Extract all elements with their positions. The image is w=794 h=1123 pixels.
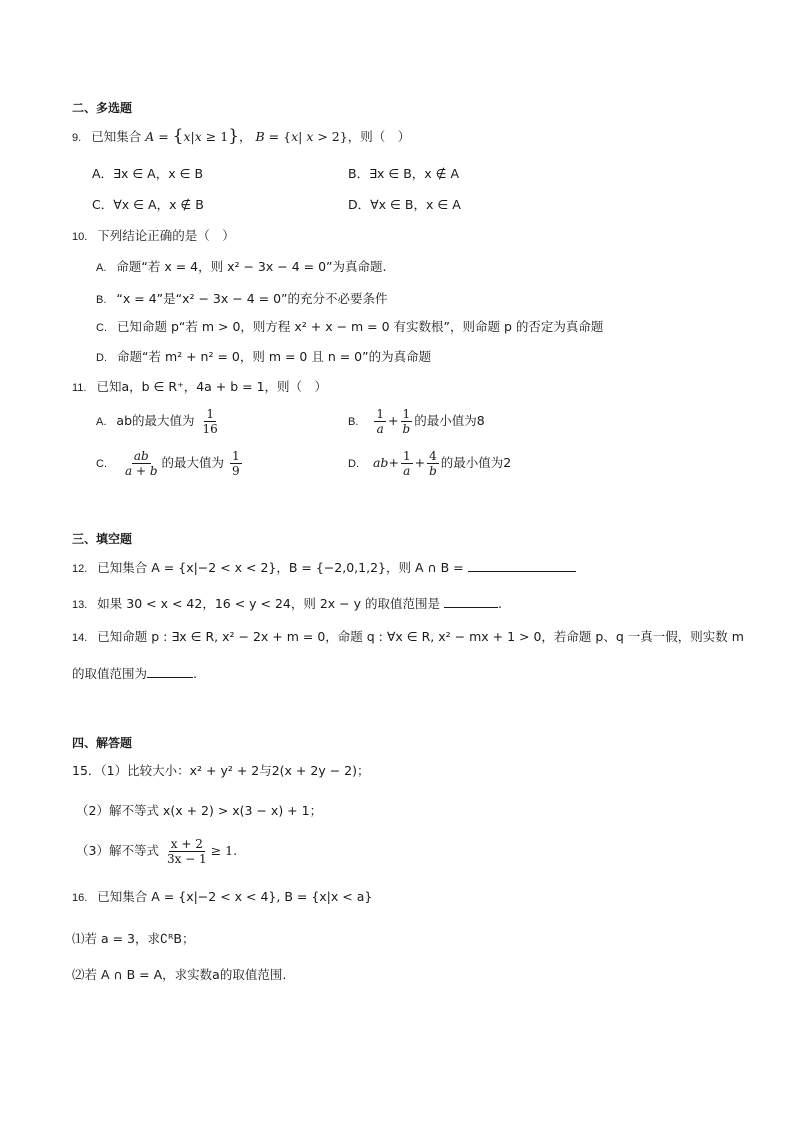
question-stem: 下列结论正确的是（ ） xyxy=(97,228,235,243)
question-9: 9. 已知集合 A = {x|x ≥ 1}， B = {x| x > 2}，则（ ） xyxy=(72,126,411,146)
question-16-part2: ⑵若 A ∩ B = A，求实数a的取值范围. xyxy=(72,967,287,982)
question-text: 已知集合 A = {x|−2 < x < 2}，B = {−2,0,1,2}，则 A ∩ B = xyxy=(97,560,464,575)
question-16-part1: ⑴若 a = 3，求∁ᴿB； xyxy=(72,931,195,946)
question-text: . xyxy=(193,666,197,681)
option-text: 已知命题 p“若 m > 0，则方程 x² + x − m = 0 有实数根”，则命题 p 的否定为真命题 xyxy=(117,319,604,334)
q9-option-d[interactable]: D．∀x ∈ B，x ∈ A xyxy=(348,197,461,212)
answer-blank[interactable] xyxy=(147,665,193,678)
question-text: ，则（ ） xyxy=(347,129,411,144)
q9-option-c[interactable]: C．∀x ∈ A，x ∉ B xyxy=(92,197,204,212)
option-text: ab的最大值为 xyxy=(116,413,195,428)
question-10 xyxy=(72,227,235,246)
question-15-part2: （2）解不等式 x(x + 2) > x(3 − x) + 1； xyxy=(76,803,323,818)
option-text: “x = 4”是“x² − 3x − 4 = 0”的充分不必要条件 xyxy=(116,291,388,306)
section-title-answer: 四、解答题 xyxy=(72,736,133,750)
q11-option-b[interactable]: B. $\frac{1}{a}$ + $\frac{1}{b}$ 的最小值为8 xyxy=(348,407,485,436)
option-text: 命题“若 m² + n² = 0，则 m = 0 且 n = 0”的为真命题 xyxy=(117,349,432,364)
q11-option-a[interactable]: A. ab的最大值为 $\frac{1}{16}$ xyxy=(96,407,218,436)
question-text: ， xyxy=(239,129,252,144)
answer-blank[interactable] xyxy=(468,559,576,572)
question-15-part1: 15．（1）比较大小：x² + y² + 2与2(x + 2y − 2)； xyxy=(72,763,370,778)
question-14 xyxy=(72,628,744,647)
question-number: 12. xyxy=(72,563,88,575)
q10-option-c[interactable]: C. 已知命题 p“若 m > 0，则方程 x² + x − m = 0 有实数根”，则命题 p 的否定为真命题 xyxy=(96,319,604,334)
q10-option-a[interactable]: A. 命题“若 x = 4，则 x² − 3x − 4 = 0”为真命题. xyxy=(96,259,387,274)
question-14-cont xyxy=(72,665,197,683)
question-text: 已知集合 xyxy=(91,129,142,144)
question-12 xyxy=(72,559,576,578)
question-stem: 已知a，b ∈ R⁺，4a + b = 1，则（ ） xyxy=(96,379,328,394)
q10-option-b[interactable]: B. “x = 4”是“x² − 3x − 4 = 0”的充分不必要条件 xyxy=(96,291,388,306)
option-text: 的最大值为 xyxy=(161,455,225,470)
question-number: 14. xyxy=(72,632,88,644)
question-stem: 已知集合 A = {x|−2 < x < 4}, B = {x|x < a} xyxy=(97,889,373,904)
option-text: 的最小值为2 xyxy=(440,455,512,470)
fraction: $\frac{1}{16}$ xyxy=(202,407,218,436)
question-number: 13. xyxy=(72,599,88,611)
question-11 xyxy=(72,378,327,397)
question-text: 已知命题 p : ∃x ∈ R, x² − 2x + m = 0，命题 q : ∀x ∈ R, x² − mx + 1 > 0，若命题 p、q 一真一假，则实数 m xyxy=(97,629,744,644)
question-13 xyxy=(72,595,502,614)
question-number: 16. xyxy=(72,892,88,904)
question-number: 10. xyxy=(72,231,88,243)
question-16 xyxy=(72,888,372,907)
option-text: 命题“若 x = 4，则 x² − 3x − 4 = 0”为真命题. xyxy=(116,259,387,274)
question-text: ≥ 1. xyxy=(210,843,238,858)
q11-option-c[interactable]: C. $\frac{ab}{a + b}$ 的最大值为 $\frac{1}{9}$ xyxy=(96,449,240,478)
fraction: $\frac{x + 2}{3x - 1}$ xyxy=(166,837,207,866)
option-text: 的最小值为8 xyxy=(414,413,485,428)
section-title-fill-in: 三、填空题 xyxy=(72,532,133,546)
q9-option-b[interactable]: B．∃x ∈ B，x ∉ A xyxy=(348,166,460,181)
question-number: 11. xyxy=(72,382,87,394)
fraction: $\frac{1}{9}$ xyxy=(232,449,240,478)
answer-blank[interactable] xyxy=(444,595,498,608)
question-number: 9. xyxy=(72,132,82,144)
question-text: . xyxy=(497,596,502,611)
section-title-multi-choice: 二、多选题 xyxy=(72,101,133,115)
q10-option-d[interactable]: D. 命题“若 m² + n² = 0，则 m = 0 且 n = 0”的为真命题 xyxy=(96,349,432,364)
q9-option-a[interactable]: A．∃x ∈ A，x ∈ B xyxy=(92,166,204,181)
q11-option-d[interactable]: D. ab+ $\frac{1}{a}$ + $\frac{4}{b}$ 的最小值为2 xyxy=(348,449,512,478)
question-text: 的取值范围为 xyxy=(72,666,148,681)
question-text: 如果 30 < x < 42，16 < y < 24，则 2x − y 的取值范围是 xyxy=(97,596,440,611)
question-text: （3）解不等式 xyxy=(76,843,159,858)
question-15-part3 xyxy=(76,832,237,870)
